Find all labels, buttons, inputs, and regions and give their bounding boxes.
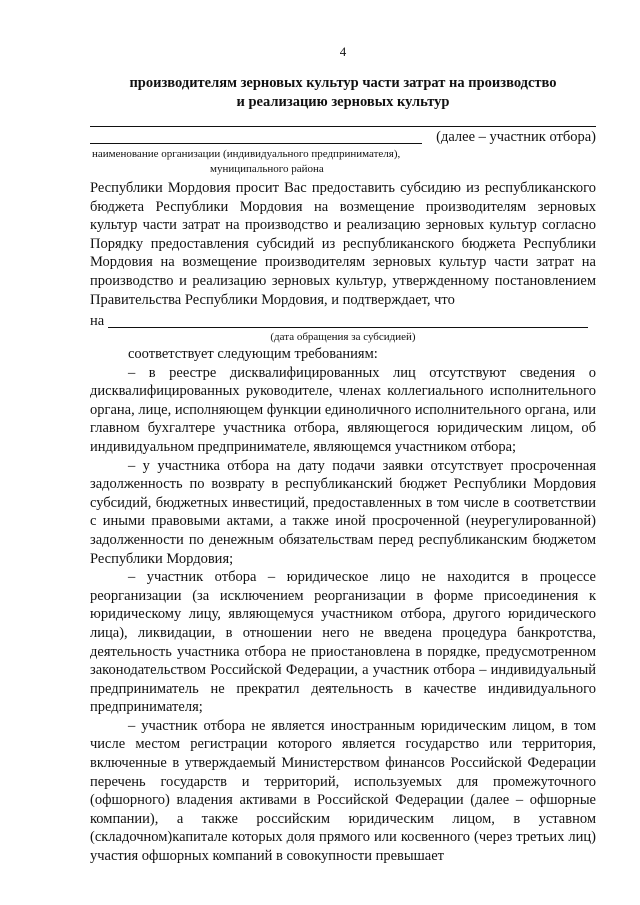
caption-district: муниципального района (210, 163, 324, 175)
date-row (90, 312, 596, 330)
requirement-item: – участник отбора – юридическое лицо не находится в процессе реорганизации (за исключением реорганизации в форме присоединения к юридическому лицу, являющемуся участником отбора, другого юридического лица), ликвидации, в отношении него не введена процедура банкротства, деятельность участника отбора не приостановлена в порядке, предусмотренном законодательством Российской Федерации, а участник отбора – индивидуальный предприниматель не прекратил деятельность в качестве индивидуального предпринимателя; (90, 569, 596, 716)
request-paragraph (90, 179, 596, 309)
caption-date: (дата обращения за субсидией) (270, 331, 416, 343)
requirement-item: – у участника отбора на дату подачи заявки отсутствует просроченная задолженность по возврату в республиканский бюджет Республики Мордовия субсидий, бюджетных инвестиций, предоставленных в том числе в соответствии с иными правовыми актами, а также иной просроченной (неурегулированной) задолженности по денежным обязательствам перед республиканским бюджетом Республики Мордовия; (90, 457, 596, 567)
blank-line-organization-cont (90, 143, 422, 144)
title-line-1: производителям зерновых культур части затрат на производство (129, 75, 557, 91)
page-number: 4 (339, 44, 347, 59)
title-line-2: и реализацию зерновых культур (236, 94, 450, 110)
participant-label: (далее – участник отбора) (436, 129, 596, 145)
caption-organization: наименование организации (индивидуального предпринимателя), (92, 148, 401, 160)
request-text: Республики Мордовия просит Вас предоставить субсидию из республиканского бюджета Республики Мордовия на возмещение производителям зерновых культур части затрат на производство и реализацию зерновых культур согласно Порядку предоставления субсидий из республиканского бюджета Республики Мордовия на возмещение производителям зерновых культур части затрат на производство и реализацию зерновых культур, утвержденному постановлением Правительства Республики Мордовия, и подтверждает, что (90, 180, 596, 308)
requirements-list (90, 345, 596, 866)
requirement-item: – участник отбора не является иностранным юридическим лицом, в том числе местом регистрации которого является государство или территория, включенные в утверждаемый Министерством финансов Российской Федерации перечень государств и территорий, используемых для промежуточного (офшорного) владения активами в Российской Федерации (далее – офшорные компании), а также российским юридическим лицом, в уставном (складочном)капитале которых доля прямого или косвенного (через третьих лиц) участия офшорных компаний в совокупности превышает (90, 717, 596, 865)
document-title (90, 74, 596, 112)
na-label: на (90, 313, 105, 329)
requirements-intro: соответствует следующим требованиям: (128, 346, 378, 362)
blank-line-organization (90, 126, 596, 127)
requirement-item: – в реестре дисквалифицированных лиц отсутствуют сведения о дисквалифицированных руководителе, членах коллегиального исполнительного органа, лице, исполняющем функции единоличного исполнительного органа, или главном бухгалтере участника отбора, являющегося юридическим лицом, об индивидуальном предпринимателе, являющемся участником отбора; (90, 364, 596, 455)
participant-row (90, 129, 596, 147)
blank-line-date (108, 327, 588, 328)
